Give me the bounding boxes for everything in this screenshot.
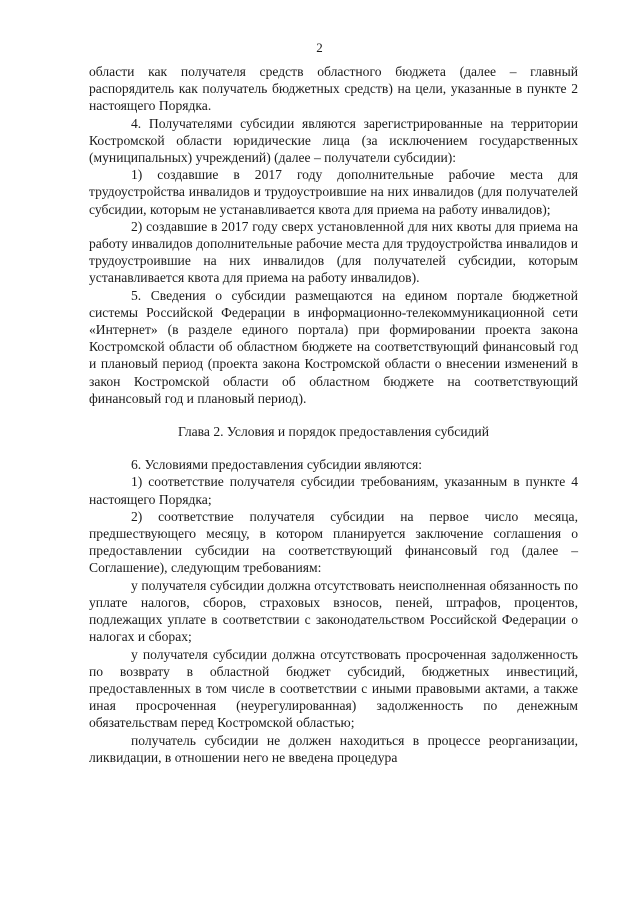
paragraph-item-6-2: 2) соответствие получателя субсидии на первое число месяца, предшествующего месяцу, в котором планируется заключение соглашения о предоставлении субсидии на соответствующий финансовый год (далее – Соглашение), следующим требованиям: [89,508,578,576]
paragraph-continuation: области как получателя средств областного бюджета (далее – главный распорядитель как получатель бюджетных средств) на цели, указанные в пункте 2 настоящего Порядка. [89,64,578,114]
paragraph-item-4-1: 1) создавшие в 2017 году дополнительные рабочие места для трудоустройства инвалидов и трудоустроившие на них инвалидов (для получателей субсидии, которым не устанавливается квота для приема на работу инвалидов); [89,167,578,217]
page-number: 2 [316,40,323,55]
paragraph-item-6-1: 1) соответствие получателя субсидии требованиям, указанным в пункте 4 настоящего Порядка; [89,474,578,507]
paragraph-item-4: 4. Получателями субсидии являются зарегистрированные на территории Костромской области юридические лица (за исключением государственных (муниципальных) учреждений) (далее – получатели субсидии): [89,115,578,166]
paragraph-item-5: 5. Сведения о субсидии размещаются на едином портале бюджетной системы Российской Федерации в информационно-телекоммуникационной сети «Интернет» (в разделе единого портала) при формировании проекта закона Костромской области об областном бюджете на соответствующий финансовый год и плановый период (проекта закона Костромской области о внесении изменений в закон Костромской области об областном бюджете на соответствующий финансовый год и плановый период). [89,287,578,406]
paragraph-requirement-debt: у получателя субсидии должна отсутствовать просроченная задолженность по возврату в областной бюджет субсидий, бюджетных инвестиций, предоставленных в том числе в соответствии с иными правовыми актами, а также иная просроченная (неурегулированная) задолженность по денежным обязательствам перед Костромской областью; [89,646,578,731]
paragraph-item-4-2: 2) создавшие в 2017 году сверх установленной для них квоты для приема на работу инвалидов дополнительные рабочие места для трудоустройства инвалидов и трудоустроившие на них инвалидов (для получателей субсидии, которым устанавливается квота для приема на работу инвалидов). [89,218,578,286]
chapter-heading: Глава 2. Условия и порядок предоставления субсидий [178,424,489,440]
paragraph-requirement-taxes: у получателя субсидии должна отсутствовать неисполненная обязанность по уплате налогов, сборов, страховых взносов, пеней, штрафов, процентов, подлежащих уплате в соответствии с законодательством Российской Федерации о налогах и сборах; [89,577,578,645]
paragraph-requirement-reorganization: получатель субсидии не должен находиться в процессе реорганизации, ликвидации, в отношении него не введена процедура [89,732,578,765]
paragraph-item-6: 6. Условиями предоставления субсидии являются: [131,457,423,473]
document-body [89,63,578,766]
